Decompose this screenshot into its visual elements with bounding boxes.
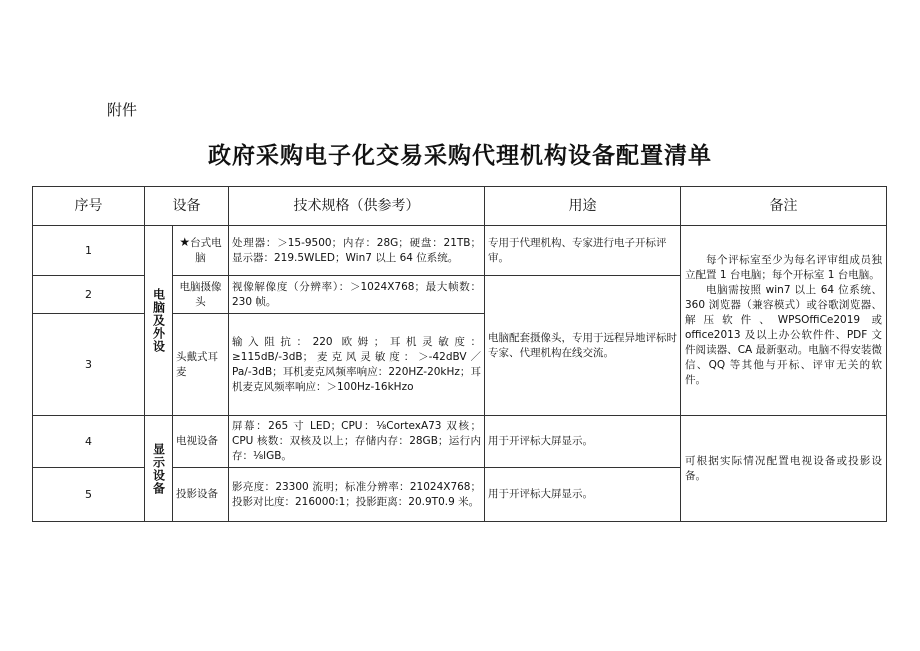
group-label-computer: 电脑及外设: [151, 288, 166, 353]
spec-text: 视像解像度（分辨率）：＞1024X768；最大帧数：230 帧。: [229, 276, 485, 314]
usage-text: 专用于代理机构、专家进行电子开标评审。: [485, 226, 681, 276]
note-paragraph: 电脑需按照 win7 以上 64 位系统、360 浏览器（兼容模式）或谷歌浏览器、解压软件、WPSOffiCe2019 或 office2013 及以上办公软件件、PDF 文件阅读器、CA 最新驱动。电脑不得安装微信、QQ 等其他与开标、评审无关的软件。: [685, 284, 882, 386]
usage-text: 用于开评标大屏显示。: [485, 468, 681, 522]
device-name: [173, 226, 229, 276]
header-note: 备注: [681, 187, 887, 226]
header-usage: 用途: [485, 187, 681, 226]
usage-text: 电脑配套摄像头，专用于远程异地评标时专家、代理机构在线交流。: [485, 276, 681, 416]
note-cell-computer: [681, 226, 887, 416]
attachment-label: 附件: [107, 101, 138, 119]
header-no: 序号: [33, 187, 145, 226]
device-label: 台式电脑: [190, 237, 222, 264]
star-icon: ★: [179, 235, 191, 249]
group-cell: [145, 416, 173, 522]
device-name: 电脑摄像头: [173, 276, 229, 314]
device-name: 头戴式耳麦: [173, 314, 229, 416]
document-title: 政府采购电子化交易采购代理机构设备配置清单: [208, 143, 712, 169]
spec-text: 影亮度：23300 流明；标准分辨率：21024X768；投影对比度：216000:1；投影距离：20.9T0.9 米。: [229, 468, 485, 522]
device-name: 投影设备: [173, 468, 229, 522]
group-label-display: 显示设备: [151, 442, 166, 495]
group-cell: [145, 226, 173, 416]
spec-text: 屏幕：265 寸 LED；CPU：⅛CortexA73 双核；CPU 核数：双核及以上；存储内存：28GB；运行内存：⅛lGB。: [229, 416, 485, 468]
row-number: 2: [33, 276, 145, 314]
header-spec: 技术规格（供参考）: [229, 187, 485, 226]
spec-text: 输入阻抗：220 欧姆；耳机灵敏度：≥115dB/-3dB；麦克风灵敏度：＞-42dBV／Pa/-3dB；耳机麦克风频率响应：220HZ-20kHz；耳机麦克风频率响应：＞100Hz-16kHzo: [229, 314, 485, 416]
header-device: 设备: [145, 187, 229, 226]
table-row: [33, 416, 887, 468]
note-cell-display: 可根据实际情况配置电视设备或投影设备。: [681, 416, 887, 522]
row-number: 4: [33, 416, 145, 468]
spec-text: 处理器：＞15-9500；内存：28G；硬盘：21TB；显示器：219.5WLED；Win7 以上 64 位系统。: [229, 226, 485, 276]
equipment-table: [32, 186, 887, 522]
row-number: 5: [33, 468, 145, 522]
note-paragraph: 每个评标室至少为每名评审组成员独立配置 1 台电脑；每个开标室 1 台电脑。: [685, 254, 882, 281]
usage-text: 用于开评标大屏显示。: [485, 416, 681, 468]
table-row: [33, 226, 887, 276]
row-number: 3: [33, 314, 145, 416]
row-number: 1: [33, 226, 145, 276]
device-name: 电视设备: [173, 416, 229, 468]
table-header-row: [33, 187, 887, 226]
